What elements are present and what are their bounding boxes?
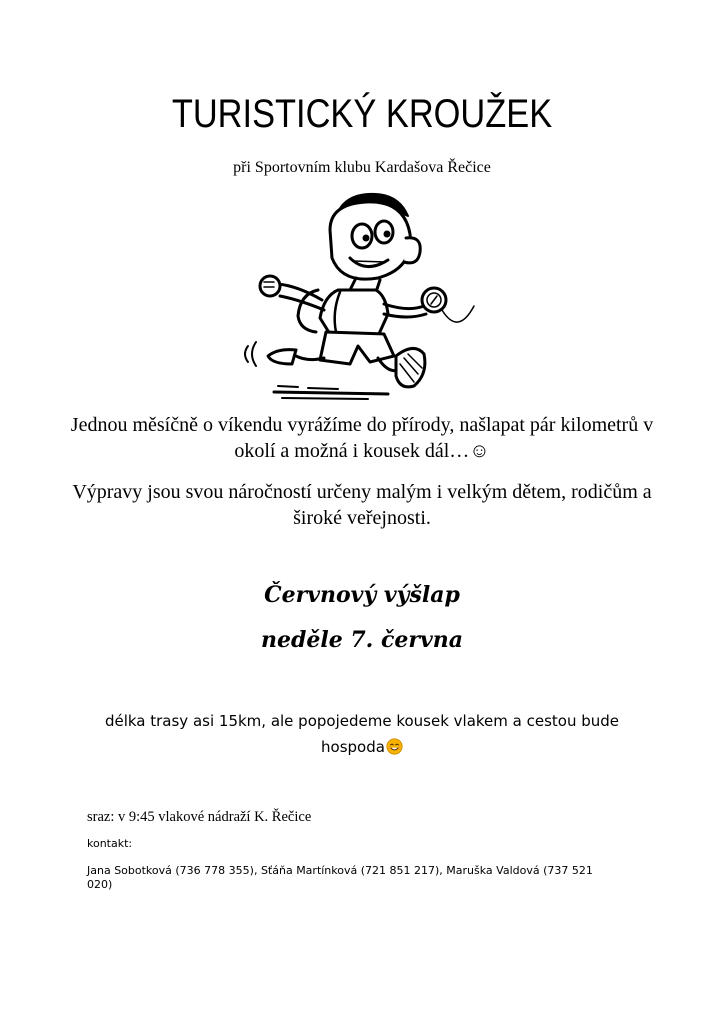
page-subtitle: při Sportovním klubu Kardašova Řečice (233, 159, 491, 176)
intro-paragraph: Jednou měsíčně o víkendu vyrážíme do přírody, našlapat pár kilometrů v okolí a možná i kousek dál…☺ (70, 414, 654, 462)
audience-paragraph: Výpravy jsou svou náročností určeny malým i velkým dětem, rodičům a široké veřejnosti. (72, 481, 652, 529)
route-text: délka trasy asi 15km, ale popojedeme kousek vlakem a cestou bude hospoda (104, 712, 620, 756)
smiling-face-icon (386, 738, 403, 755)
meeting-point: sraz: v 9:45 vlakové nádraží K. Řečice (87, 809, 312, 825)
route-info (90, 708, 634, 760)
contact-label: kontakt: (87, 837, 133, 850)
event-date: neděle 7. června (260, 627, 464, 653)
event-name: Červnový výšlap (264, 582, 460, 608)
contact-people: Jana Sobotková (736 778 355), Sťáňa Martínková (721 851 217), Maruška Valdová (737 521 020) (87, 864, 593, 891)
page-title: TURISTICKÝ KROUŽEK (171, 92, 553, 136)
running-boy-with-compass-icon (238, 186, 492, 402)
